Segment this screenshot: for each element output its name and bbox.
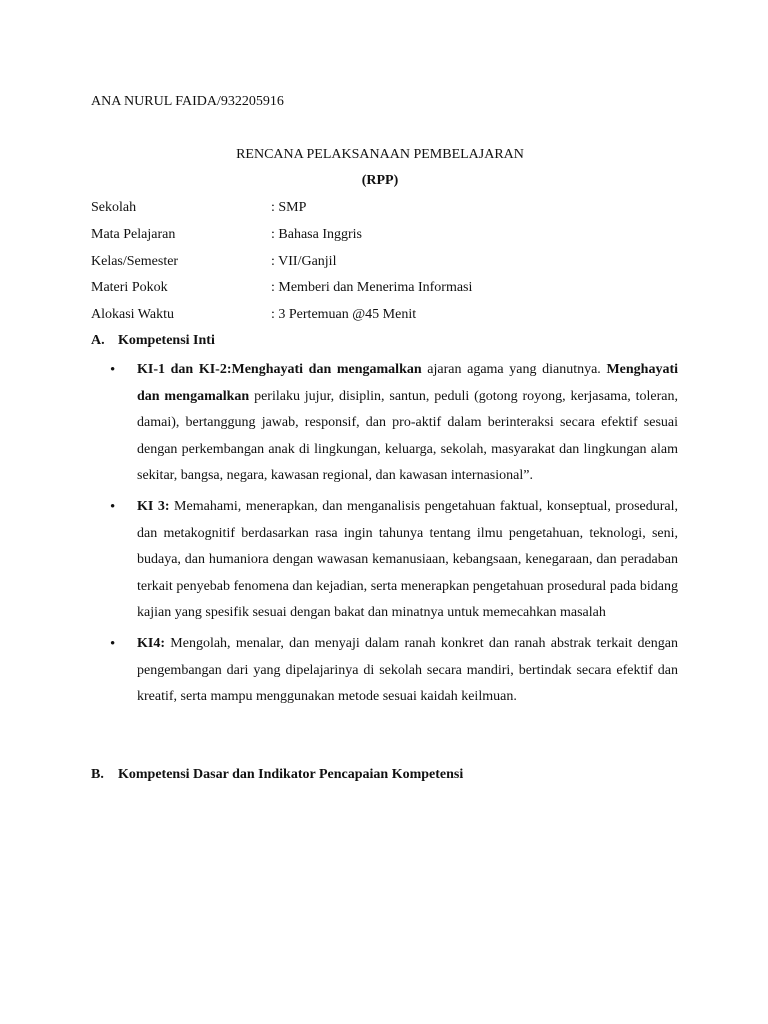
ki-text: Memahami, menerapkan, dan menganalisis pengetahuan faktual, konseptual, prosedural, dan metakognitif berdasarkan rasa ingin tahunya tentang ilmu pengetahuan, teknologi, seni, budaya, dan humaniora dengan wawasan kemanusiaan, kebangsaan, kenegaraan, dan peradaban terkait penyebab fenomena dan kejadian, serta menerapkan pengetahuan prosedural pada bidang kajian yang spesifik sesuai dengan bakat dan minatnya untuk memecahkan masalah [137, 498, 679, 621]
list-item-text [137, 357, 678, 490]
ki-heading: KI-1 dan KI-2:Menghayati dan mengamalkan [137, 362, 422, 377]
list-item-text [137, 494, 678, 627]
identity-label: Kelas/Semester [91, 253, 179, 269]
identity-row-topic [91, 279, 691, 306]
ki-heading: KI4: [137, 635, 165, 651]
identity-value: : Memberi dan Menerima Informasi [271, 280, 473, 296]
list-item-text [137, 631, 678, 711]
identity-row-time [91, 306, 691, 333]
document-title: RENCANA PELAKSANAAN PEMBELAJARAN [236, 147, 524, 162]
ki-text: ajaran agama yang dianutnya. [421, 362, 607, 377]
list-item-ki1-ki2 [110, 357, 678, 490]
ki-text-continued: perilaku jujur, disiplin, santun, peduli (gotong royong, kerjasama, toleran, damai), bertanggung jawab, responsif, dan pro-aktif dalam berinteraksi secara efektif sesuai dengan perkembangan anak di lingkungan, keluarga, sekolah, masyarakat dan lingkungan alam sekitar, bangsa, negara, kawasan regional, dan kawasan internasional”. [137, 388, 678, 484]
section-title: Kompetensi Dasar dan Indikator Pencapaian Kompetensi [118, 767, 464, 782]
document-subtitle: (RPP) [361, 173, 399, 188]
bullet-icon: • [110, 362, 116, 378]
identity-table [91, 199, 691, 333]
author-line: ANA NURUL FAIDA/932205916 [91, 94, 284, 109]
list-item-ki4 [110, 631, 678, 711]
section-heading-b [91, 766, 463, 784]
identity-value: : 3 Pertemuan @45 Menit [271, 307, 417, 323]
core-competence-list [110, 357, 678, 711]
ki-heading: KI 3: [137, 498, 170, 514]
identity-label: Mata Pelajaran [91, 226, 176, 242]
identity-value: : SMP [271, 200, 307, 215]
identity-row-class [91, 253, 691, 280]
identity-row-school [91, 199, 691, 226]
section-letter: B. [91, 767, 104, 782]
identity-row-subject [91, 226, 691, 253]
identity-label: Alokasi Waktu [91, 307, 174, 323]
ki-emphasis: Menghayati dan mengamalkan [137, 362, 678, 404]
section-letter: A. [91, 333, 105, 348]
section-title: Kompetensi Inti [118, 333, 215, 348]
bullet-icon: • [110, 498, 116, 515]
identity-value: : VII/Ganjil [271, 253, 337, 269]
identity-value: : Bahasa Inggris [271, 226, 362, 242]
bullet-icon: • [110, 635, 116, 652]
list-item-ki3 [110, 494, 678, 627]
identity-label: Sekolah [91, 200, 137, 215]
identity-label: Materi Pokok [91, 280, 168, 296]
ki-text: Mengolah, menalar, dan menyaji dalam ranah konkret dan ranah abstrak terkait dengan pengembangan dari yang dipelajarinya di sekolah secara mandiri, bertindak secara efektif dan kreatif, serta mampu menggunakan metode sesuai kaidah keilmuan. [137, 635, 678, 705]
section-heading-a [91, 332, 215, 350]
